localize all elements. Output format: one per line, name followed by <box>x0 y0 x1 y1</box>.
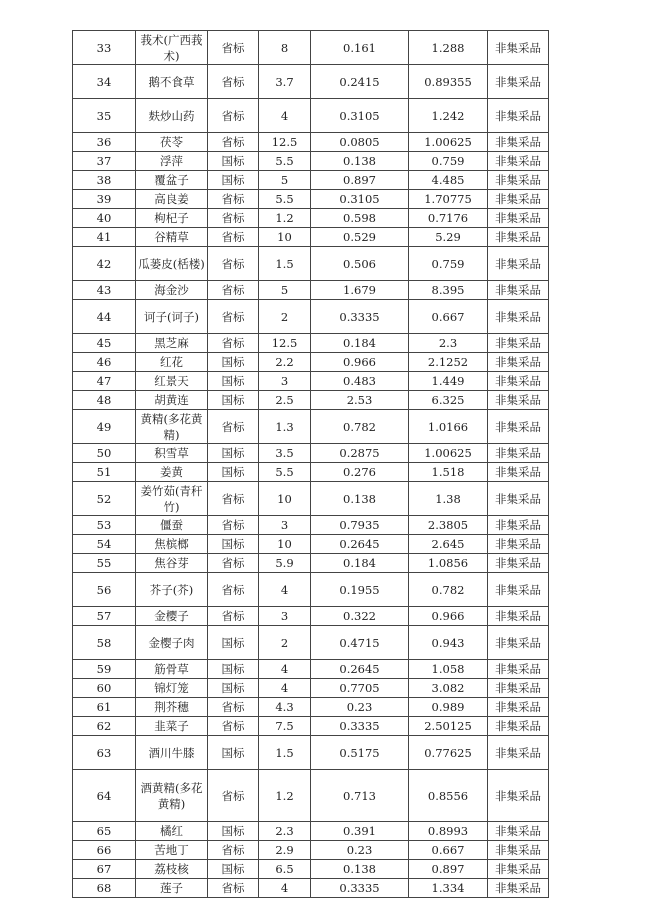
table-row <box>73 573 549 607</box>
amount-cell: 8.395 <box>409 281 488 300</box>
quantity-cell: 5 <box>259 171 311 190</box>
row-number-cell: 39 <box>73 190 136 209</box>
standard-cell: 国标 <box>208 736 259 770</box>
row-number-cell: 57 <box>73 607 136 626</box>
table-row <box>73 444 549 463</box>
herb-name-cell: 酒川牛膝 <box>136 736 208 770</box>
standard-cell: 省标 <box>208 410 259 444</box>
amount-cell: 0.667 <box>409 300 488 334</box>
unit-price-cell: 0.483 <box>311 372 409 391</box>
unit-price-cell: 0.23 <box>311 698 409 717</box>
quantity-cell: 5 <box>259 281 311 300</box>
standard-cell: 省标 <box>208 281 259 300</box>
quantity-cell: 2.9 <box>259 841 311 860</box>
unit-price-cell: 0.2645 <box>311 535 409 554</box>
herb-name-cell: 姜黄 <box>136 463 208 482</box>
procurement-type-cell: 非集采品 <box>488 300 549 334</box>
amount-cell: 0.943 <box>409 626 488 660</box>
standard-cell: 国标 <box>208 391 259 410</box>
amount-cell: 0.667 <box>409 841 488 860</box>
herb-name-cell: 高良姜 <box>136 190 208 209</box>
row-number-cell: 42 <box>73 247 136 281</box>
quantity-cell: 3 <box>259 607 311 626</box>
quantity-cell: 4 <box>259 660 311 679</box>
row-number-cell: 47 <box>73 372 136 391</box>
procurement-type-cell: 非集采品 <box>488 698 549 717</box>
herb-name-cell: 锦灯笼 <box>136 679 208 698</box>
table-row <box>73 736 549 770</box>
unit-price-cell: 0.391 <box>311 822 409 841</box>
row-number-cell: 61 <box>73 698 136 717</box>
procurement-type-cell: 非集采品 <box>488 535 549 554</box>
row-number-cell: 55 <box>73 554 136 573</box>
herb-name-cell: 荆芥穗 <box>136 698 208 717</box>
herb-name-cell: 金樱子肉 <box>136 626 208 660</box>
row-number-cell: 35 <box>73 99 136 133</box>
herb-name-cell: 莲子 <box>136 879 208 898</box>
unit-price-cell: 1.679 <box>311 281 409 300</box>
standard-cell: 省标 <box>208 770 259 822</box>
amount-cell: 6.325 <box>409 391 488 410</box>
herb-name-cell: 红景天 <box>136 372 208 391</box>
amount-cell: 1.00625 <box>409 444 488 463</box>
standard-cell: 省标 <box>208 717 259 736</box>
standard-cell: 省标 <box>208 65 259 99</box>
row-number-cell: 34 <box>73 65 136 99</box>
quantity-cell: 4.3 <box>259 698 311 717</box>
standard-cell: 省标 <box>208 133 259 152</box>
table-row <box>73 660 549 679</box>
procurement-type-cell: 非集采品 <box>488 334 549 353</box>
row-number-cell: 38 <box>73 171 136 190</box>
unit-price-cell: 0.2645 <box>311 660 409 679</box>
table-row <box>73 353 549 372</box>
table-row <box>73 65 549 99</box>
quantity-cell: 4 <box>259 99 311 133</box>
quantity-cell: 3.5 <box>259 444 311 463</box>
unit-price-cell: 0.184 <box>311 554 409 573</box>
unit-price-cell: 0.3335 <box>311 717 409 736</box>
quantity-cell: 2.3 <box>259 822 311 841</box>
quantity-cell: 1.2 <box>259 209 311 228</box>
standard-cell: 省标 <box>208 99 259 133</box>
standard-cell: 省标 <box>208 247 259 281</box>
table-row <box>73 626 549 660</box>
procurement-type-cell: 非集采品 <box>488 841 549 860</box>
herb-name-cell: 芥子(芥) <box>136 573 208 607</box>
row-number-cell: 54 <box>73 535 136 554</box>
row-number-cell: 63 <box>73 736 136 770</box>
unit-price-cell: 0.529 <box>311 228 409 247</box>
procurement-type-cell: 非集采品 <box>488 444 549 463</box>
herb-name-cell: 茯苓 <box>136 133 208 152</box>
quantity-cell: 4 <box>259 879 311 898</box>
unit-price-cell: 0.3105 <box>311 99 409 133</box>
quantity-cell: 1.5 <box>259 736 311 770</box>
quantity-cell: 2 <box>259 626 311 660</box>
amount-cell: 0.89355 <box>409 65 488 99</box>
procurement-type-cell: 非集采品 <box>488 281 549 300</box>
row-number-cell: 62 <box>73 717 136 736</box>
standard-cell: 省标 <box>208 190 259 209</box>
amount-cell: 1.518 <box>409 463 488 482</box>
row-number-cell: 46 <box>73 353 136 372</box>
row-number-cell: 51 <box>73 463 136 482</box>
quantity-cell: 10 <box>259 228 311 247</box>
unit-price-cell: 0.966 <box>311 353 409 372</box>
table-row <box>73 410 549 444</box>
herb-name-cell: 浮萍 <box>136 152 208 171</box>
unit-price-cell: 0.2415 <box>311 65 409 99</box>
standard-cell: 省标 <box>208 879 259 898</box>
quantity-cell: 5.5 <box>259 152 311 171</box>
amount-cell: 0.77625 <box>409 736 488 770</box>
procurement-type-cell: 非集采品 <box>488 228 549 247</box>
table-row <box>73 300 549 334</box>
herb-name-cell: 海金沙 <box>136 281 208 300</box>
procurement-type-cell: 非集采品 <box>488 353 549 372</box>
unit-price-cell: 0.7705 <box>311 679 409 698</box>
table-row <box>73 463 549 482</box>
standard-cell: 省标 <box>208 698 259 717</box>
unit-price-cell: 0.1955 <box>311 573 409 607</box>
unit-price-cell: 0.161 <box>311 31 409 65</box>
table-row <box>73 516 549 535</box>
row-number-cell: 68 <box>73 879 136 898</box>
table-row <box>73 717 549 736</box>
standard-cell: 省标 <box>208 209 259 228</box>
unit-price-cell: 0.506 <box>311 247 409 281</box>
procurement-type-cell: 非集采品 <box>488 463 549 482</box>
unit-price-cell: 0.3105 <box>311 190 409 209</box>
standard-cell: 省标 <box>208 607 259 626</box>
row-number-cell: 56 <box>73 573 136 607</box>
quantity-cell: 10 <box>259 535 311 554</box>
herb-name-cell: 荔枝核 <box>136 860 208 879</box>
procurement-type-cell: 非集采品 <box>488 391 549 410</box>
quantity-cell: 3 <box>259 372 311 391</box>
amount-cell: 4.485 <box>409 171 488 190</box>
herb-name-cell: 瓜蒌皮(栝楼) <box>136 247 208 281</box>
standard-cell: 国标 <box>208 626 259 660</box>
row-number-cell: 64 <box>73 770 136 822</box>
procurement-type-cell: 非集采品 <box>488 171 549 190</box>
unit-price-cell: 0.598 <box>311 209 409 228</box>
quantity-cell: 4 <box>259 679 311 698</box>
quantity-cell: 5.5 <box>259 190 311 209</box>
herb-name-cell: 鹅不食草 <box>136 65 208 99</box>
quantity-cell: 2 <box>259 300 311 334</box>
row-number-cell: 60 <box>73 679 136 698</box>
standard-cell: 国标 <box>208 660 259 679</box>
amount-cell: 1.058 <box>409 660 488 679</box>
quantity-cell: 2.2 <box>259 353 311 372</box>
amount-cell: 2.50125 <box>409 717 488 736</box>
herb-name-cell: 姜竹茹(青秆竹) <box>136 482 208 516</box>
procurement-type-cell: 非集采品 <box>488 99 549 133</box>
standard-cell: 省标 <box>208 482 259 516</box>
table-row <box>73 190 549 209</box>
procurement-type-cell: 非集采品 <box>488 482 549 516</box>
quantity-cell: 1.3 <box>259 410 311 444</box>
amount-cell: 0.759 <box>409 247 488 281</box>
amount-cell: 1.70775 <box>409 190 488 209</box>
herb-name-cell: 筋骨草 <box>136 660 208 679</box>
amount-cell: 1.0856 <box>409 554 488 573</box>
quantity-cell: 10 <box>259 482 311 516</box>
table-row <box>73 281 549 300</box>
herb-price-table <box>72 30 549 898</box>
amount-cell: 2.3805 <box>409 516 488 535</box>
amount-cell: 1.288 <box>409 31 488 65</box>
standard-cell: 国标 <box>208 444 259 463</box>
amount-cell: 0.7176 <box>409 209 488 228</box>
procurement-type-cell: 非集采品 <box>488 65 549 99</box>
table-row <box>73 679 549 698</box>
amount-cell: 0.8993 <box>409 822 488 841</box>
standard-cell: 国标 <box>208 372 259 391</box>
amount-cell: 0.989 <box>409 698 488 717</box>
row-number-cell: 43 <box>73 281 136 300</box>
row-number-cell: 67 <box>73 860 136 879</box>
standard-cell: 国标 <box>208 353 259 372</box>
herb-name-cell: 胡黄连 <box>136 391 208 410</box>
herb-name-cell: 橘红 <box>136 822 208 841</box>
table-row <box>73 209 549 228</box>
herb-name-cell: 僵蚕 <box>136 516 208 535</box>
table-row <box>73 822 549 841</box>
procurement-type-cell: 非集采品 <box>488 554 549 573</box>
row-number-cell: 53 <box>73 516 136 535</box>
procurement-type-cell: 非集采品 <box>488 190 549 209</box>
quantity-cell: 8 <box>259 31 311 65</box>
herb-name-cell: 金樱子 <box>136 607 208 626</box>
unit-price-cell: 0.897 <box>311 171 409 190</box>
amount-cell: 1.00625 <box>409 133 488 152</box>
unit-price-cell: 0.322 <box>311 607 409 626</box>
unit-price-cell: 0.782 <box>311 410 409 444</box>
procurement-type-cell: 非集采品 <box>488 573 549 607</box>
procurement-type-cell: 非集采品 <box>488 736 549 770</box>
amount-cell: 1.449 <box>409 372 488 391</box>
row-number-cell: 48 <box>73 391 136 410</box>
quantity-cell: 4 <box>259 573 311 607</box>
amount-cell: 0.8556 <box>409 770 488 822</box>
table-row <box>73 133 549 152</box>
amount-cell: 0.759 <box>409 152 488 171</box>
unit-price-cell: 0.0805 <box>311 133 409 152</box>
standard-cell: 省标 <box>208 300 259 334</box>
table-row <box>73 171 549 190</box>
procurement-type-cell: 非集采品 <box>488 822 549 841</box>
amount-cell: 2.1252 <box>409 353 488 372</box>
unit-price-cell: 0.7935 <box>311 516 409 535</box>
quantity-cell: 6.5 <box>259 860 311 879</box>
herb-name-cell: 韭菜子 <box>136 717 208 736</box>
table-row <box>73 554 549 573</box>
quantity-cell: 5.5 <box>259 463 311 482</box>
unit-price-cell: 0.23 <box>311 841 409 860</box>
standard-cell: 国标 <box>208 535 259 554</box>
amount-cell: 0.782 <box>409 573 488 607</box>
standard-cell: 国标 <box>208 152 259 171</box>
amount-cell: 1.242 <box>409 99 488 133</box>
standard-cell: 省标 <box>208 228 259 247</box>
herb-name-cell: 黄精(多花黄精) <box>136 410 208 444</box>
herb-name-cell: 积雪草 <box>136 444 208 463</box>
procurement-type-cell: 非集采品 <box>488 879 549 898</box>
table-row <box>73 334 549 353</box>
unit-price-cell: 0.138 <box>311 860 409 879</box>
standard-cell: 省标 <box>208 516 259 535</box>
row-number-cell: 33 <box>73 31 136 65</box>
standard-cell: 国标 <box>208 171 259 190</box>
herb-name-cell: 苦地丁 <box>136 841 208 860</box>
row-number-cell: 50 <box>73 444 136 463</box>
amount-cell: 3.082 <box>409 679 488 698</box>
quantity-cell: 12.5 <box>259 334 311 353</box>
unit-price-cell: 0.184 <box>311 334 409 353</box>
table-row <box>73 841 549 860</box>
row-number-cell: 40 <box>73 209 136 228</box>
standard-cell: 省标 <box>208 334 259 353</box>
standard-cell: 国标 <box>208 822 259 841</box>
row-number-cell: 65 <box>73 822 136 841</box>
procurement-type-cell: 非集采品 <box>488 152 549 171</box>
procurement-type-cell: 非集采品 <box>488 679 549 698</box>
table-row <box>73 482 549 516</box>
procurement-type-cell: 非集采品 <box>488 133 549 152</box>
amount-cell: 2.645 <box>409 535 488 554</box>
standard-cell: 国标 <box>208 679 259 698</box>
herb-name-cell: 酒黄精(多花黄精) <box>136 770 208 822</box>
procurement-type-cell: 非集采品 <box>488 516 549 535</box>
table-row <box>73 607 549 626</box>
herb-name-cell: 谷精草 <box>136 228 208 247</box>
herb-name-cell: 麸炒山药 <box>136 99 208 133</box>
row-number-cell: 52 <box>73 482 136 516</box>
standard-cell: 省标 <box>208 31 259 65</box>
row-number-cell: 49 <box>73 410 136 444</box>
herb-name-cell: 焦谷芽 <box>136 554 208 573</box>
quantity-cell: 12.5 <box>259 133 311 152</box>
unit-price-cell: 0.3335 <box>311 879 409 898</box>
standard-cell: 国标 <box>208 463 259 482</box>
unit-price-cell: 0.138 <box>311 152 409 171</box>
quantity-cell: 5.9 <box>259 554 311 573</box>
unit-price-cell: 0.5175 <box>311 736 409 770</box>
unit-price-cell: 2.53 <box>311 391 409 410</box>
procurement-type-cell: 非集采品 <box>488 717 549 736</box>
procurement-type-cell: 非集采品 <box>488 770 549 822</box>
table-row <box>73 152 549 171</box>
quantity-cell: 7.5 <box>259 717 311 736</box>
procurement-type-cell: 非集采品 <box>488 410 549 444</box>
table-row <box>73 372 549 391</box>
amount-cell: 1.334 <box>409 879 488 898</box>
herb-name-cell: 枸杞子 <box>136 209 208 228</box>
quantity-cell: 3.7 <box>259 65 311 99</box>
row-number-cell: 44 <box>73 300 136 334</box>
unit-price-cell: 0.138 <box>311 482 409 516</box>
table-row <box>73 698 549 717</box>
row-number-cell: 37 <box>73 152 136 171</box>
standard-cell: 省标 <box>208 554 259 573</box>
procurement-type-cell: 非集采品 <box>488 31 549 65</box>
procurement-type-cell: 非集采品 <box>488 626 549 660</box>
row-number-cell: 45 <box>73 334 136 353</box>
unit-price-cell: 0.276 <box>311 463 409 482</box>
amount-cell: 0.897 <box>409 860 488 879</box>
amount-cell: 2.3 <box>409 334 488 353</box>
unit-price-cell: 0.3335 <box>311 300 409 334</box>
row-number-cell: 41 <box>73 228 136 247</box>
table-row <box>73 228 549 247</box>
table-row <box>73 31 549 65</box>
standard-cell: 省标 <box>208 573 259 607</box>
table-row <box>73 247 549 281</box>
herb-name-cell: 诃子(诃子) <box>136 300 208 334</box>
row-number-cell: 58 <box>73 626 136 660</box>
herb-name-cell: 红花 <box>136 353 208 372</box>
amount-cell: 1.0166 <box>409 410 488 444</box>
herb-name-cell: 焦槟榔 <box>136 535 208 554</box>
table-row <box>73 535 549 554</box>
amount-cell: 5.29 <box>409 228 488 247</box>
herb-name-cell: 覆盆子 <box>136 171 208 190</box>
procurement-type-cell: 非集采品 <box>488 660 549 679</box>
table-row <box>73 99 549 133</box>
quantity-cell: 3 <box>259 516 311 535</box>
quantity-cell: 1.5 <box>259 247 311 281</box>
row-number-cell: 59 <box>73 660 136 679</box>
table-row <box>73 770 549 822</box>
unit-price-cell: 0.4715 <box>311 626 409 660</box>
standard-cell: 省标 <box>208 841 259 860</box>
row-number-cell: 66 <box>73 841 136 860</box>
quantity-cell: 1.2 <box>259 770 311 822</box>
table-row <box>73 391 549 410</box>
row-number-cell: 36 <box>73 133 136 152</box>
unit-price-cell: 0.2875 <box>311 444 409 463</box>
procurement-type-cell: 非集采品 <box>488 247 549 281</box>
procurement-type-cell: 非集采品 <box>488 372 549 391</box>
procurement-type-cell: 非集采品 <box>488 209 549 228</box>
procurement-type-cell: 非集采品 <box>488 607 549 626</box>
standard-cell: 国标 <box>208 860 259 879</box>
amount-cell: 0.966 <box>409 607 488 626</box>
table-row <box>73 860 549 879</box>
amount-cell: 1.38 <box>409 482 488 516</box>
quantity-cell: 2.5 <box>259 391 311 410</box>
herb-name-cell: 莪术(广西莪术) <box>136 31 208 65</box>
herb-name-cell: 黑芝麻 <box>136 334 208 353</box>
unit-price-cell: 0.713 <box>311 770 409 822</box>
table-row <box>73 879 549 898</box>
procurement-type-cell: 非集采品 <box>488 860 549 879</box>
